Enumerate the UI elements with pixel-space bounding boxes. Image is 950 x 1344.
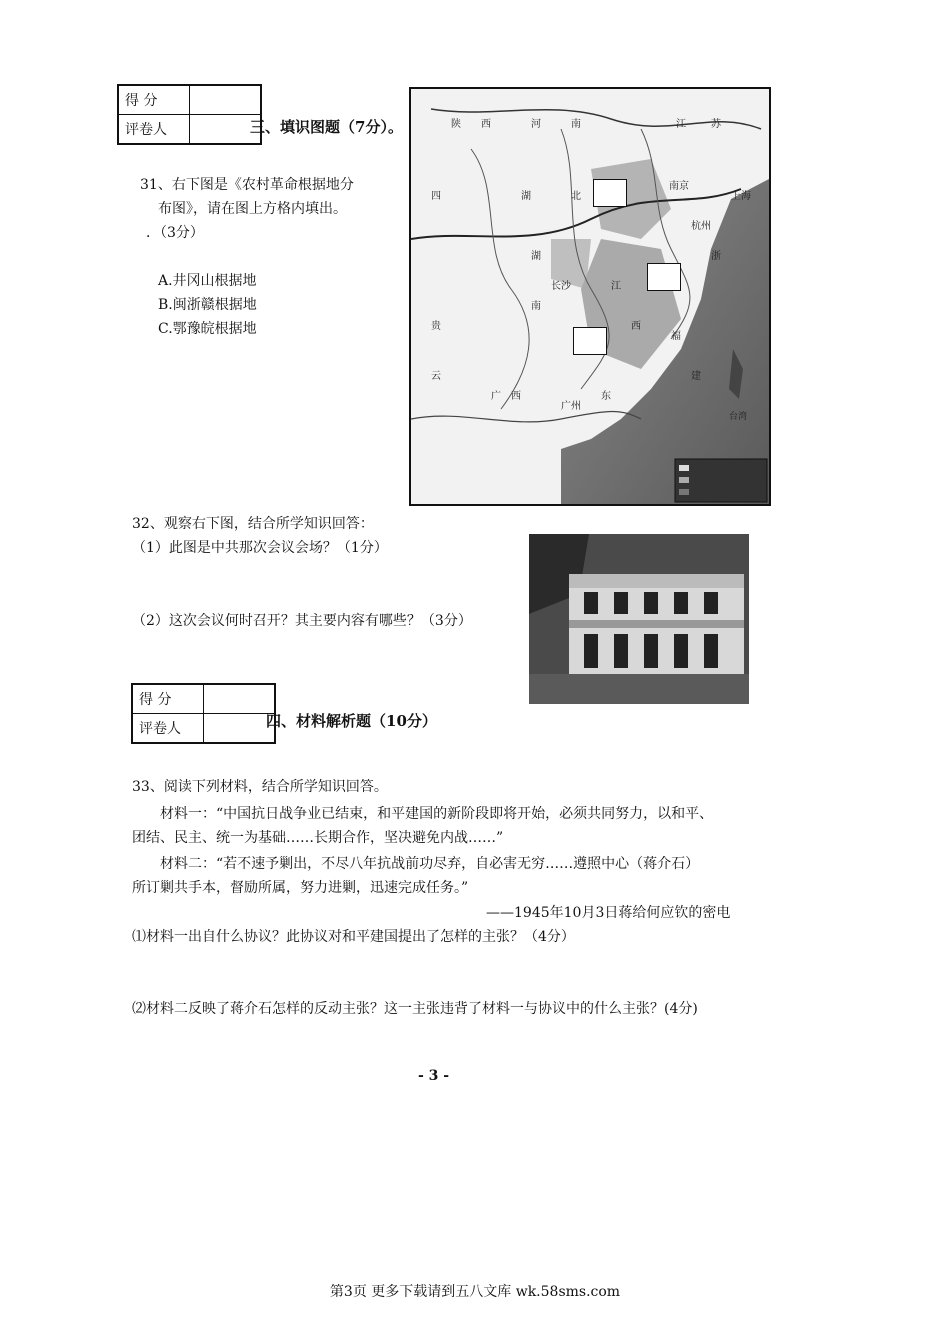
q32-sub1: （1）此图是中共那次会议会场？（1分） (132, 540, 388, 556)
svg-text:湖: 湖 (531, 251, 541, 262)
svg-text:杭州: 杭州 (691, 221, 711, 232)
section3-title: 三、填识图题（7分）。 (250, 118, 403, 136)
svg-text:云: 云 (431, 371, 441, 382)
svg-text:台湾: 台湾 (729, 412, 748, 422)
score-label: 得 分 (132, 684, 204, 714)
meeting-site-photo (529, 534, 749, 704)
q31-option-a: A.井冈山根据地 (158, 273, 257, 289)
svg-text:四: 四 (431, 191, 441, 202)
svg-text:江: 江 (611, 281, 621, 292)
q32-intro: 32、观察右下图，结合所学知识回答： (132, 516, 374, 532)
q33-material1-line1: 材料一：“中国抗日战争业已结束，和平建国的新阶段即将开始，必须共同努力，以和平、 (160, 806, 714, 822)
q31-option-b: B.闽浙赣根据地 (158, 297, 257, 313)
revolutionary-base-map (409, 87, 771, 506)
score-blank (204, 684, 276, 714)
page-footer: 第3页 更多下载请到五八文库 wk.58sms.com (329, 1284, 621, 1300)
score-table-section4 (131, 683, 276, 744)
q31-option-c: C.鄂豫皖根据地 (158, 321, 257, 337)
svg-text:西: 西 (511, 391, 521, 402)
q33-material1-line2: 团结、民主、统一为基础……长期合作，坚决避免内战……” (132, 830, 504, 846)
q33-intro: 33、阅读下列材料，结合所学知识回答。 (132, 779, 388, 795)
q32-sub2: （2）这次会议何时召开？其主要内容有哪些？（3分） (132, 613, 472, 629)
svg-text:湖: 湖 (521, 191, 531, 202)
q33-sub1: ⑴材料一出自什么协议？此协议对和平建国提出了怎样的主张？（4分） (132, 929, 575, 945)
q31-line2: 布图》，请在图上方格内填出。 (158, 201, 347, 217)
svg-text:广州: 广州 (561, 401, 581, 412)
svg-text:长沙: 长沙 (551, 281, 571, 292)
grader-label: 评卷人 (132, 714, 204, 744)
photo-drawing (529, 534, 749, 704)
section4-title: 四、材料解析题（10分） (266, 712, 437, 730)
page-number: - 3 - (418, 1068, 450, 1084)
q33-material2-line2: 所订剿共手本，督励所属，努力进剿，迅速完成任务。” (132, 880, 469, 896)
svg-text:河: 河 (531, 119, 541, 130)
svg-text:浙: 浙 (711, 251, 721, 262)
score-label: 得 分 (118, 85, 190, 115)
svg-text:江: 江 (676, 119, 686, 130)
answer-box-1[interactable] (593, 179, 627, 207)
q33-source: ——1945年10月3日蒋给何应钦的密电 (486, 905, 731, 921)
svg-text:南京: 南京 (669, 181, 689, 192)
svg-text:东: 东 (601, 391, 611, 402)
q33-sub2: ⑵材料二反映了蒋介石怎样的反动主张？这一主张违背了材料一与协议中的什么主张？(4分) (132, 1001, 698, 1017)
svg-text:西: 西 (481, 119, 491, 130)
svg-text:贵: 贵 (431, 321, 441, 332)
grader-blank (204, 714, 276, 744)
map-drawing (411, 89, 769, 504)
grader-label: 评卷人 (118, 115, 190, 145)
svg-text:苏: 苏 (711, 119, 721, 130)
svg-text:陕: 陕 (451, 119, 461, 130)
q31-points: ．（3分） (146, 225, 204, 241)
svg-text:福: 福 (671, 331, 681, 342)
q31-line1: 31、右下图是《农村革命根据地分 (140, 177, 354, 193)
svg-text:建: 建 (691, 371, 701, 382)
answer-box-3[interactable] (573, 327, 607, 355)
q33-material2-line1: 材料二：“若不速予剿出，不尽八年抗战前功尽弃，自必害无穷……遵照中心（蒋介石） (160, 856, 700, 872)
svg-text:北: 北 (571, 191, 581, 202)
svg-text:南: 南 (531, 301, 541, 312)
svg-text:南: 南 (571, 119, 581, 130)
score-table-section3 (117, 84, 262, 145)
score-blank (190, 85, 262, 115)
svg-text:上海: 上海 (731, 191, 751, 202)
svg-text:西: 西 (631, 321, 641, 332)
answer-box-2[interactable] (647, 263, 681, 291)
svg-text:广: 广 (491, 391, 501, 402)
